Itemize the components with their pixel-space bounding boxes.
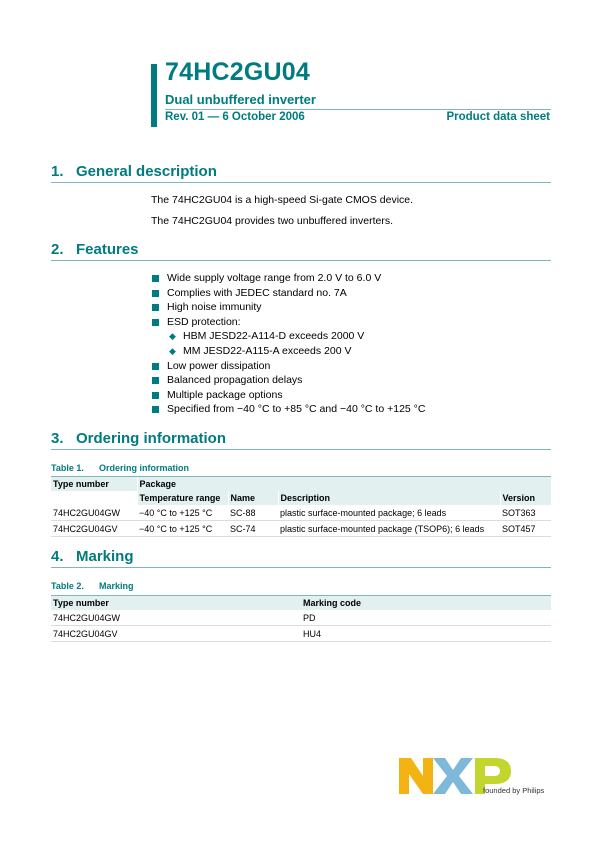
section-number: 4. (51, 548, 64, 565)
table-cell: 74HC2GU04GV (51, 626, 301, 642)
table-row (51, 626, 551, 642)
logo-tagline: founded by Philips (483, 786, 545, 795)
table-header-row (51, 477, 551, 492)
section-title: General description (76, 163, 217, 180)
paragraph: The 74HC2GU04 provides two unbuffered inverters. (151, 215, 394, 227)
document-type: Product data sheet (446, 111, 550, 123)
list-item: Wide supply voltage range from 2.0 V to 6.0 V (151, 271, 425, 286)
table-cell: SC-88 (228, 505, 278, 521)
section-marking-heading (51, 548, 134, 565)
section-general-heading (51, 163, 217, 180)
column-header: Type number (51, 596, 301, 611)
list-item: High noise immunity (151, 300, 425, 315)
header-accent-bar (151, 64, 157, 127)
column-header: Version (500, 491, 551, 505)
ordering-table (51, 476, 551, 537)
list-item: Multiple package options (151, 388, 425, 403)
diamond-bullet-icon: ◆ (169, 331, 176, 342)
marking-table (51, 595, 551, 642)
square-bullet-icon (152, 406, 159, 413)
table-cell: 74HC2GU04GW (51, 505, 137, 521)
section-rule (51, 260, 551, 261)
square-bullet-icon (152, 304, 159, 311)
paragraph: The 74HC2GU04 is a high-speed Si-gate CMOS device. (151, 194, 414, 206)
square-bullet-icon (152, 290, 159, 297)
table-subheader-row (51, 491, 551, 505)
table-cell: plastic surface-mounted package (TSOP6); 6 leads (278, 521, 500, 537)
logo-n-shape (399, 758, 433, 794)
document-subtitle: Dual unbuffered inverter (165, 92, 316, 107)
square-bullet-icon (152, 319, 159, 326)
list-item: Low power dissipation (151, 359, 425, 374)
table-row (51, 610, 551, 626)
section-features-heading (51, 241, 139, 258)
revision-info: Rev. 01 — 6 October 2006 (165, 111, 305, 123)
features-list (151, 271, 425, 417)
table-row (51, 521, 551, 537)
section-rule (51, 567, 551, 568)
section-number: 1. (51, 163, 64, 180)
square-bullet-icon (152, 377, 159, 384)
table-caption: Table 1. Ordering information (51, 463, 189, 473)
empty-cell (51, 491, 137, 505)
logo-x-shape (433, 758, 473, 794)
section-title: Ordering information (76, 430, 226, 447)
column-header: Marking code (301, 596, 551, 611)
table-cell: 74HC2GU04GW (51, 610, 301, 626)
column-header: Package (137, 477, 551, 492)
document-title: 74HC2GU04 (165, 58, 310, 86)
list-item: Balanced propagation delays (151, 373, 425, 388)
section-rule (51, 449, 551, 450)
column-header: Name (228, 491, 278, 505)
section-title: Features (76, 241, 139, 258)
section-rule (51, 182, 551, 183)
square-bullet-icon (152, 392, 159, 399)
section-number: 3. (51, 430, 64, 447)
table-cell: SOT363 (500, 505, 551, 521)
section-title: Marking (76, 548, 134, 565)
list-item: ESD protection: (151, 315, 425, 330)
diamond-bullet-icon: ◆ (169, 345, 176, 356)
table-cell: plastic surface-mounted package; 6 leads (278, 505, 500, 521)
list-item: Complies with JEDEC standard no. 7A (151, 286, 425, 301)
square-bullet-icon (152, 363, 159, 370)
table-cell: HU4 (301, 626, 551, 642)
column-header: Type number (51, 477, 137, 492)
table-header-row (51, 596, 551, 611)
section-ordering-heading (51, 430, 226, 447)
list-item: Specified from −40 °C to +85 °C and −40 °C to +125 °C (151, 402, 425, 417)
sub-list-item: ◆ MM JESD22-A115-A exceeds 200 V (169, 344, 352, 357)
table-cell: −40 °C to +125 °C (137, 521, 228, 537)
table-cell: −40 °C to +125 °C (137, 505, 228, 521)
table-cell: PD (301, 610, 551, 626)
table-caption: Table 2. Marking (51, 581, 134, 591)
table-cell: SOT457 (500, 521, 551, 537)
column-header: Temperature range (137, 491, 228, 505)
table-cell: 74HC2GU04GV (51, 521, 137, 537)
square-bullet-icon (152, 275, 159, 282)
section-number: 2. (51, 241, 64, 258)
header-divider (165, 109, 551, 110)
column-header: Description (278, 491, 500, 505)
table-row (51, 505, 551, 521)
table-cell: SC-74 (228, 521, 278, 537)
sub-list-item: ◆ HBM JESD22-A114-D exceeds 2000 V (169, 330, 365, 343)
